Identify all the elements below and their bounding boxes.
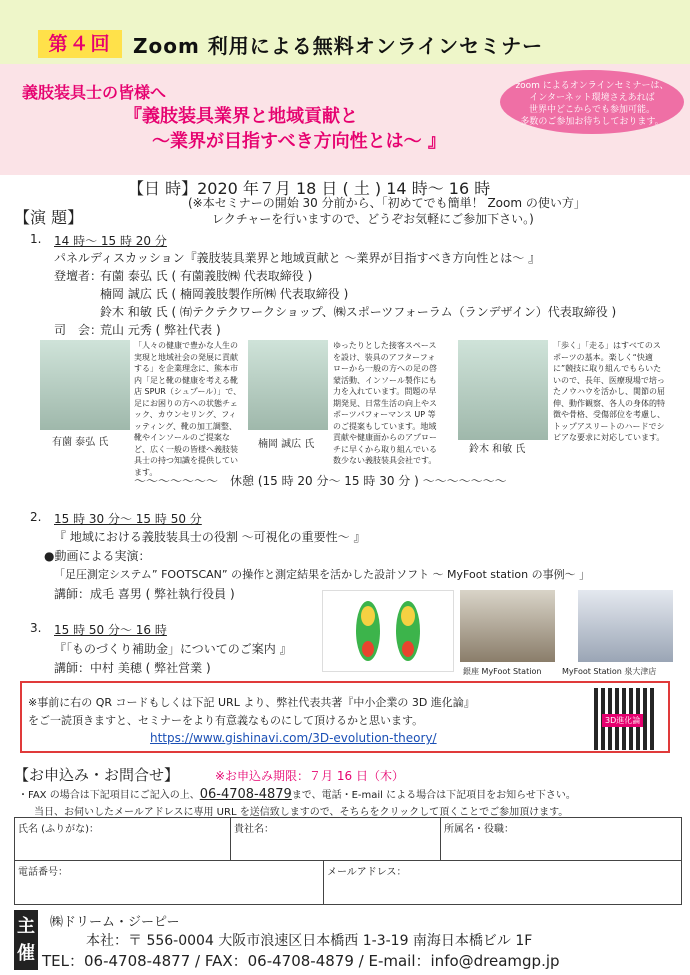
footprint-heatmap-icon	[323, 591, 453, 671]
qr-label: 3D進化論	[602, 714, 643, 727]
bubble-line: 世界中どこからでも参加可能。	[529, 105, 655, 115]
session-2-time: 15 時 30 分～ 15 時 50 分	[54, 512, 202, 526]
organizer-address: 本社：〒 556-0004 大阪市浪速区日本橋西 1-3-19 南海日本橋ビル 1F	[86, 933, 533, 949]
panelist-2-caption: 楠岡 誠広 氏	[258, 439, 315, 450]
session-3-title: 『「ものづくり補助金」についてのご案内 』	[54, 642, 292, 656]
session-3-time: 15 時 50 分～ 16 時	[54, 623, 167, 637]
position-field[interactable]: 所属名・役職：	[444, 824, 514, 835]
qr-notice-line-2: をご一読頂きますと、セミナーをより有意義なものにして頂けるかと思います。	[28, 714, 424, 727]
note-line: レクチャーを行いますので、どうぞお気軽にご参加下さい。)	[212, 212, 534, 226]
panelist-1-description: 「人々の健康で豊かな人生の実現と地域社会の発展に貢献する」を企業理念に、熊本市内「足と靴の健康を考える靴店 SPUR（シュプール）」で、足にお困りの方への状態チェック、カウンセリング、フィッティング、靴の加工調整、靴やインソールのご提案など、広く一般の皆様へ義肢装具士の持つ知識を提供しています。	[134, 341, 242, 477]
demo-label: ●動画による実演：	[44, 549, 151, 563]
session-1-time: 14 時～ 15 時 20 分	[54, 234, 167, 248]
izumiotsu-store-photo	[578, 590, 673, 662]
panelist-3-photo	[458, 340, 548, 440]
panelist-2-description: ゆったりとした接客スペースを設け、装具のアフターフォローから一般の方への足の啓蒙活動、インソール製作にも力を入れています。問題の早期発見、日常生活の向上やスポーツパフォーマンス UP 等のご提案もしています。地域貢献や健康面からのアプローチに早くから取り組んでいる数少ない義肢装具会社です。	[333, 341, 437, 465]
page-title: Zoom 利用による無料オンラインセミナー	[133, 34, 544, 58]
footscan-image	[322, 590, 454, 672]
session-3-number: 3.	[30, 621, 42, 635]
bubble-line: インターネット環境さえあれば	[529, 93, 655, 103]
session-2-title: 『 地域における義肢装具士の役割 ～可視化の重要性～ 』	[54, 530, 366, 544]
izumiotsu-caption: MyFoot Station 泉大津店	[562, 667, 657, 676]
form-divider	[440, 818, 441, 860]
speakers-label: 登壇者：	[54, 269, 103, 283]
apply-text: まで、電話・E-mail による場合は下記項目をお知らせ下さい。	[291, 790, 576, 801]
panelist-3-caption: 鈴木 和敏 氏	[469, 444, 526, 455]
company-field[interactable]: 貴社名：	[234, 824, 274, 835]
audience-label: 義肢装具士の皆様へ	[22, 83, 167, 102]
note-line: (※本セミナーの開始 30 分前から、「初めてでも簡単！ Zoom の使い方」	[188, 196, 586, 210]
speaker-1: 有薗 泰弘 氏 ( 有薗義肢㈱ 代表取締役 )	[100, 269, 313, 283]
apply-line-1	[18, 786, 576, 802]
qr-notice-line-1: ※事前に右の QR コードもしくは下記 URL より、弊社代表共著『中小企業の 3D 進化論』	[28, 696, 475, 709]
session-3-lecturer: 講師：中村 美穂 ( 弊社営業 )	[54, 661, 211, 675]
organizer-company: ㈱ドリーム・ジーピー	[50, 915, 180, 930]
session-2-lecturer: 講師：成毛 喜男 ( 弊社執行役員 )	[54, 587, 235, 601]
session-2-number: 2.	[30, 510, 42, 524]
moderator: 荒山 元秀 ( 弊社代表 )	[100, 323, 221, 337]
application-form	[14, 817, 682, 905]
moderator-label: 司 会：	[54, 323, 103, 337]
apply-text: ・FAX の場合は下記項目にご記入の上、	[18, 790, 200, 801]
datetime: 【日 時】2020 年７月 18 日 ( 土 ) 14 時～ 16 時	[128, 179, 491, 198]
demo-title: 「足圧測定システム” FOOTSCAN” の操作と測定結果を活かした設計ソフト ～ MyFoot station の事例～ 」	[54, 568, 591, 581]
session-1-title: パネルディスカッション『義肢装具業界と地域貢献と ～業界が目指すべき方向性とは～ 』	[54, 251, 541, 265]
name-field[interactable]: 氏名 (ふりがな)：	[18, 824, 99, 835]
round-badge: 第４回	[38, 30, 122, 58]
bubble-line: 多数のご参加お待ちしております。	[520, 117, 664, 127]
fax-number: 06-4708-4879	[199, 787, 292, 802]
bubble-line: zoom によるオンラインセミナーは、	[515, 81, 669, 91]
form-divider	[323, 860, 324, 904]
program-heading: 【演 題】	[14, 208, 84, 227]
email-field[interactable]: メールアドレス：	[327, 867, 407, 878]
apply-heading: 【お申込み・お問合せ】	[14, 766, 180, 784]
speaker-3: 鈴木 和敏 氏 ( ㈲テクテクワークショップ、㈱スポーツフォーラム（ランデザイン）代表取締役 )	[100, 305, 617, 319]
seminar-title-line-1: 『義肢装具業界と地域貢献と	[124, 106, 358, 127]
panelist-1-photo	[40, 340, 130, 430]
apply-deadline: ※お申込み期限：７月 16 日（木）	[215, 769, 404, 783]
panelist-1-caption: 有薗 泰弘 氏	[52, 437, 109, 448]
apply-line-2: 当日、お伺いしたメールアドレスに専用 URL を送信致しますので、そちらをクリックして頂くことでご参加頂けます。	[34, 807, 569, 818]
organizer-contact: TEL：06-4708-4877 / FAX：06-4708-4879 / E-mail：info@dreamgp.jp	[42, 952, 560, 970]
info-bubble	[500, 70, 684, 134]
form-divider	[230, 818, 231, 860]
session-1-number: 1.	[30, 232, 42, 246]
panelist-3-description: 「歩く」「走る」はすべてのスポーツの基本。楽しく“快適に”競技に取り組んでもらいたいので、長年、医療現場で培ったノウハウを活かし、関節の屈伸、動作観察、各人の身体的特徴や骨格、受傷部位を考慮し、トップアスリートのハードでシビアな要求に対応しています。	[553, 341, 665, 442]
ginza-store-photo	[460, 590, 555, 662]
speaker-2: 楠岡 誠広 氏 ( 楠岡義肢製作所㈱ 代表取締役 )	[100, 287, 349, 301]
phone-field[interactable]: 電話番号：	[18, 867, 68, 878]
book-link[interactable]: https://www.gishinavi.com/3D-evolution-theory/	[150, 731, 437, 745]
datetime-note	[188, 195, 586, 227]
organizer-label: 主催	[14, 910, 38, 970]
seminar-title-line-2: ～業界が目指すべき方向性とは～ 』	[152, 131, 446, 152]
break-time: ～～～～～～～ 休憩 (15 時 20 分～ 15 時 30 分 ) ～～～～～～～	[134, 474, 507, 488]
ginza-caption: 銀座 MyFoot Station	[463, 667, 542, 676]
panelist-2-photo	[248, 340, 328, 430]
seminar-title	[124, 104, 446, 154]
form-divider	[15, 860, 681, 861]
